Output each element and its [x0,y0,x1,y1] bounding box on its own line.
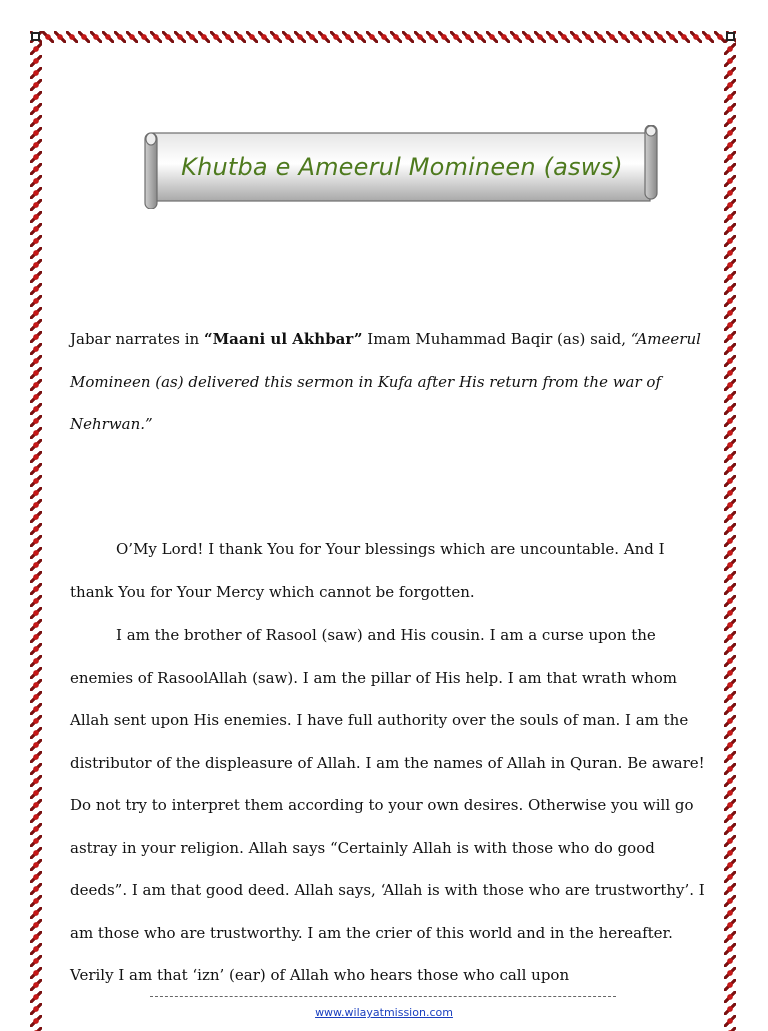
intro-prefix: Jabar narrates in [70,330,204,348]
page-border-right [724,31,736,1031]
intro-middle: Imam Muhammad Baqir (as) said, [362,330,631,348]
paragraph-text: I am the brother of Rasool (saw) and His cousin. I am a curse upon the enemies of RasoolAllah (saw). I am the pillar of His help. I am that wrath whom Allah sent upon His enemies. I have full authority over the souls of man. I am the distributor of the displeasure of Allah. I am the names of Allah in Quran. Be aware! Do not try to interpret them according to your own desires. Otherwise you will go astray in your religion. Allah says “Certainly Allah is with those who do good deeds”. I am that good deed. Allah says, ‘Allah is with those who are trustworthy’. I am those who are trustworthy. I am the crier of this world and in the hereafter. Verily I am that ‘izn’ (ear) of Allah who hears those who call upon [70,626,705,984]
footer-divider [150,996,616,997]
footer-website-link[interactable]: www.wilayatmission.com [315,1006,453,1019]
page-title: Khutba e Ameerul Momineen (asws) [181,153,623,181]
book-title: “Maani ul Akhbar” [203,330,363,348]
sermon-paragraph [70,614,710,997]
sermon-paragraph [70,528,710,613]
page-border-left [30,31,42,1031]
intro-quote: “Ameerul Momineen (as) delivered this sermon in Kufa after His return from the war of Nehrwan.” [70,330,701,433]
title-scroll-banner [144,125,658,209]
border-corner-icon [726,32,735,41]
intro-paragraph [70,318,710,446]
border-corner-icon [31,32,40,41]
page-border-top [30,31,736,43]
paragraph-text: O’My Lord! I thank You for Your blessings which are uncountable. And I thank You for Your Mercy which cannot be forgotten. [70,540,665,601]
